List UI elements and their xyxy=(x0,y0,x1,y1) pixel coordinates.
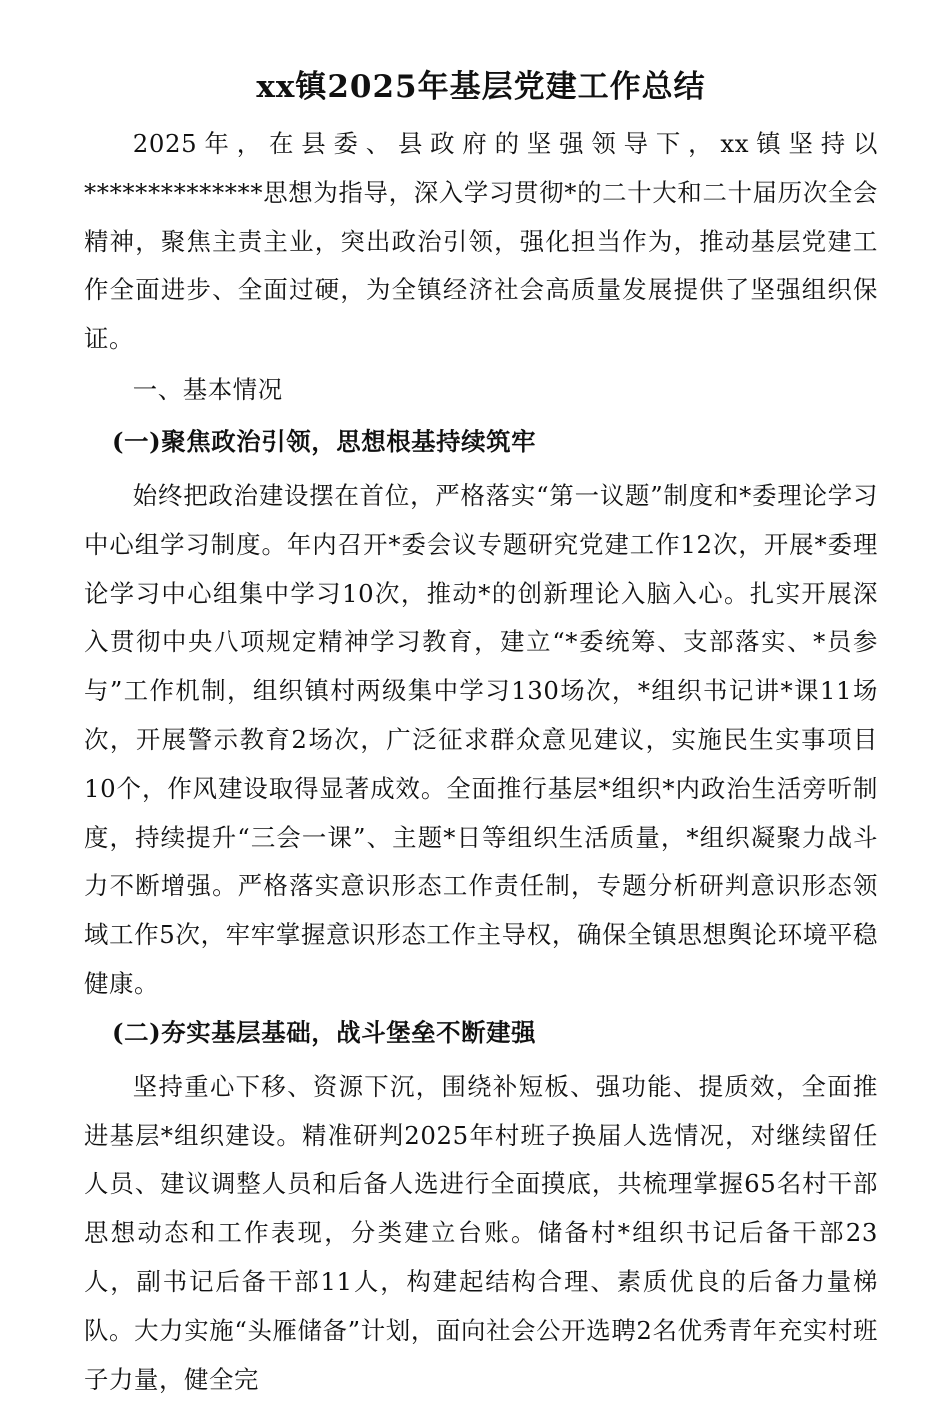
subsection-body-political-leadership: 始终把政治建设摆在首位，严格落实“第一议题”制度和*委理论学习中心组学习制度。年内召开*委会议专题研究党建工作12次，开展*委理论学习中心组集中学习10次，推动*的创新理论入脑入心。扎实开展深入贯彻中央八项规定精神学习教育，建立“*委统筹、支部落实、*员参与”工作机制，组织镇村两级集中学习130场次，*组织书记讲*课11场次，开展警示教育2场次，广泛征求群众意见建议，实施民生实事项目10个，作风建设取得显著成效。全面推行基层*组织*内政治生活旁听制度，持续提升“三会一课”、主题*日等组织生活质量，*组织凝聚力战斗力不断增强。严格落实意识形态工作责任制，专题分析研判意识形态领域工作5次，牢牢掌握意识形态工作主导权，确保全镇思想舆论环境平稳健康。 xyxy=(84,480,878,998)
document-title: xx镇2025年基层党建工作总结 xyxy=(256,69,706,105)
subsection-body-grassroots-foundation: 坚持重心下移、资源下沉，围绕补短板、强功能、提质效，全面推进基层*组织建设。精准研判2025年村班子换届人选情况，对继续留任人员、建议调整人员和后备人选进行全面摸底，共梳理掌握65名村干部思想动态和工作表现，分类建立台账。储备村*组织书记后备干部23人，副书记后备干部11人，构建起结构合理、素质优良的后备力量梯队。大力实施“头雁储备”计划，面向社会公开选聘2名优秀青年充实村班子力量，健全完 xyxy=(84,1071,878,1394)
subsection-heading-grassroots-foundation: (二)夯实基层基础，战斗堡垒不断建强 xyxy=(112,1017,537,1047)
subsection-heading-political-leadership: (一)聚焦政治引领，思想根基持续筑牢 xyxy=(112,426,537,456)
section-heading-basic-situation: 一、基本情况 xyxy=(132,374,283,404)
intro-paragraph: 2025年，在县委、县政府的坚强领导下，xx镇坚持以**************思想为指导，深入学习贯彻*的二十大和二十届历次全会精神，聚焦主责主业，突出政治引领，强化担当作为，推动基层党建工作全面进步、全面过硬，为全镇经济社会高质量发展提供了坚强组织保证。 xyxy=(84,129,878,354)
